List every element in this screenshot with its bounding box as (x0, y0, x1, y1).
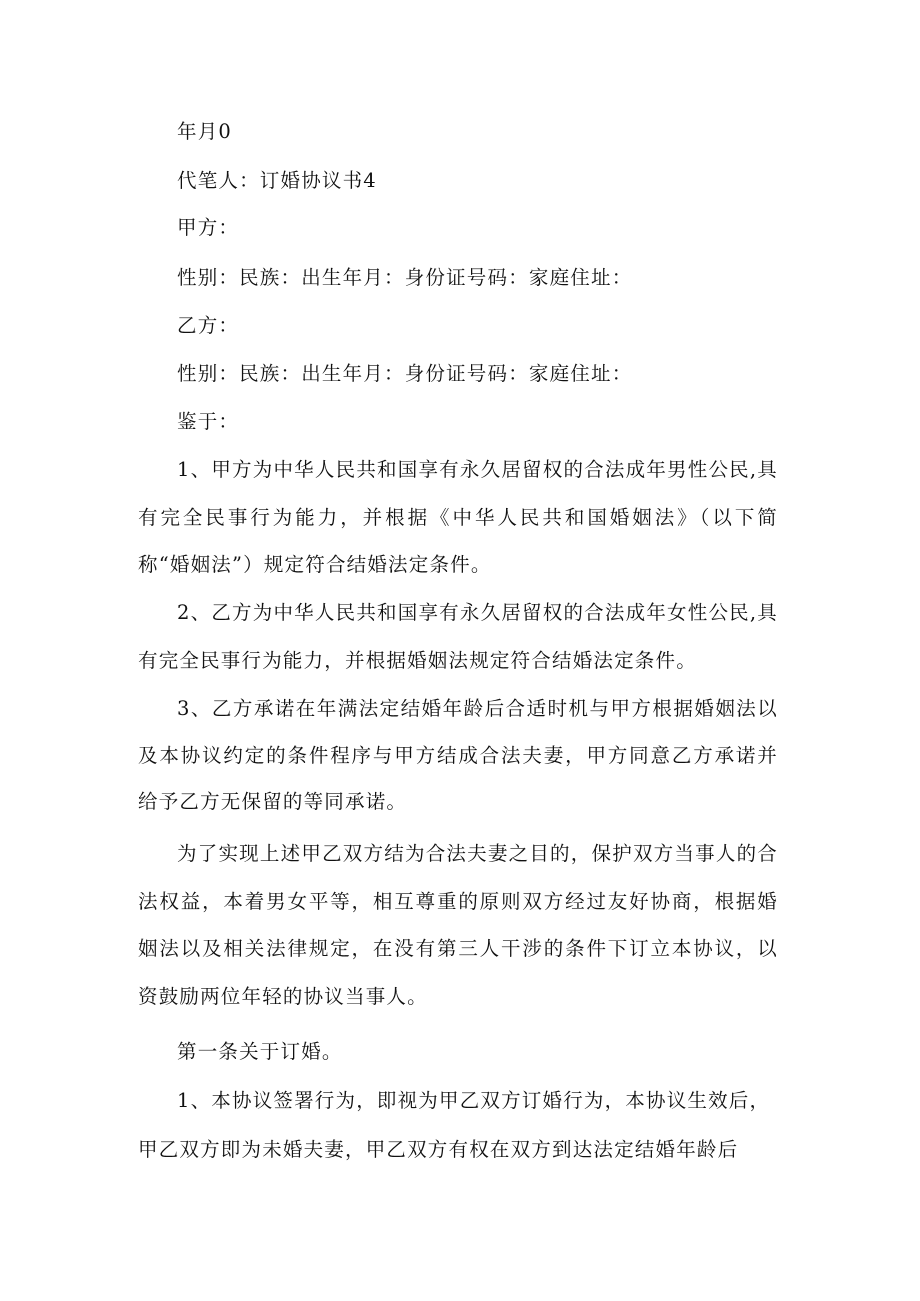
party-a-label: 甲方： (177, 216, 240, 239)
party-a-fields: 性别：民族：出生年月：身份证号码：家庭住址： (177, 266, 633, 289)
article-1-heading: 第一条关于订婚。 (177, 1040, 343, 1063)
party-b-label: 乙方： (177, 314, 240, 337)
whereas-line: 鉴于： (177, 410, 240, 433)
party-b-fields: 性别：民族：出生年月：身份证号码：家庭住址： (177, 362, 633, 385)
article-1-item-1-line-1: 1、本协议签署行为，即视为甲乙双方订婚行为，本协议生效后， (177, 1089, 771, 1112)
date-line: 年月0 (177, 120, 233, 143)
paragraph-4: 为了实现上述甲乙双方结为合法夫妻之目的，保护双方当事人的合法权益，本着男女平等，相互尊重的原则双方经过友好协商，根据婚姻法以及相关法律规定，在没有第三人干涉的条件下订立本协议，以资鼓励两位年轻的协议当事人。 (138, 842, 778, 1008)
article-1-item-1-line-2: 甲乙双方即为未婚夫妻，甲乙双方有权在双方到达法定结婚年龄后 (138, 1138, 739, 1161)
paragraph-1: 1、甲方为中华人民共和国享有永久居留权的合法成年男性公民,具有完全民事行为能力，并根据《中华人民共和国婚姻法》（以下简称“婚姻法”）规定符合结婚法定条件。 (138, 458, 778, 576)
paragraph-2: 2、乙方为中华人民共和国享有永久居留权的合法成年女性公民,具有完全民事行为能力，并根据婚姻法规定符合结婚法定条件。 (138, 601, 778, 672)
agent-line: 代笔人：订婚协议书4 (177, 169, 377, 192)
paragraph-3: 3、乙方承诺在年满法定结婚年龄后合适时机与甲方根据婚姻法以及本协议约定的条件程序与甲方结成合法夫妻，甲方同意乙方承诺并给予乙方无保留的等同承诺。 (138, 697, 778, 813)
